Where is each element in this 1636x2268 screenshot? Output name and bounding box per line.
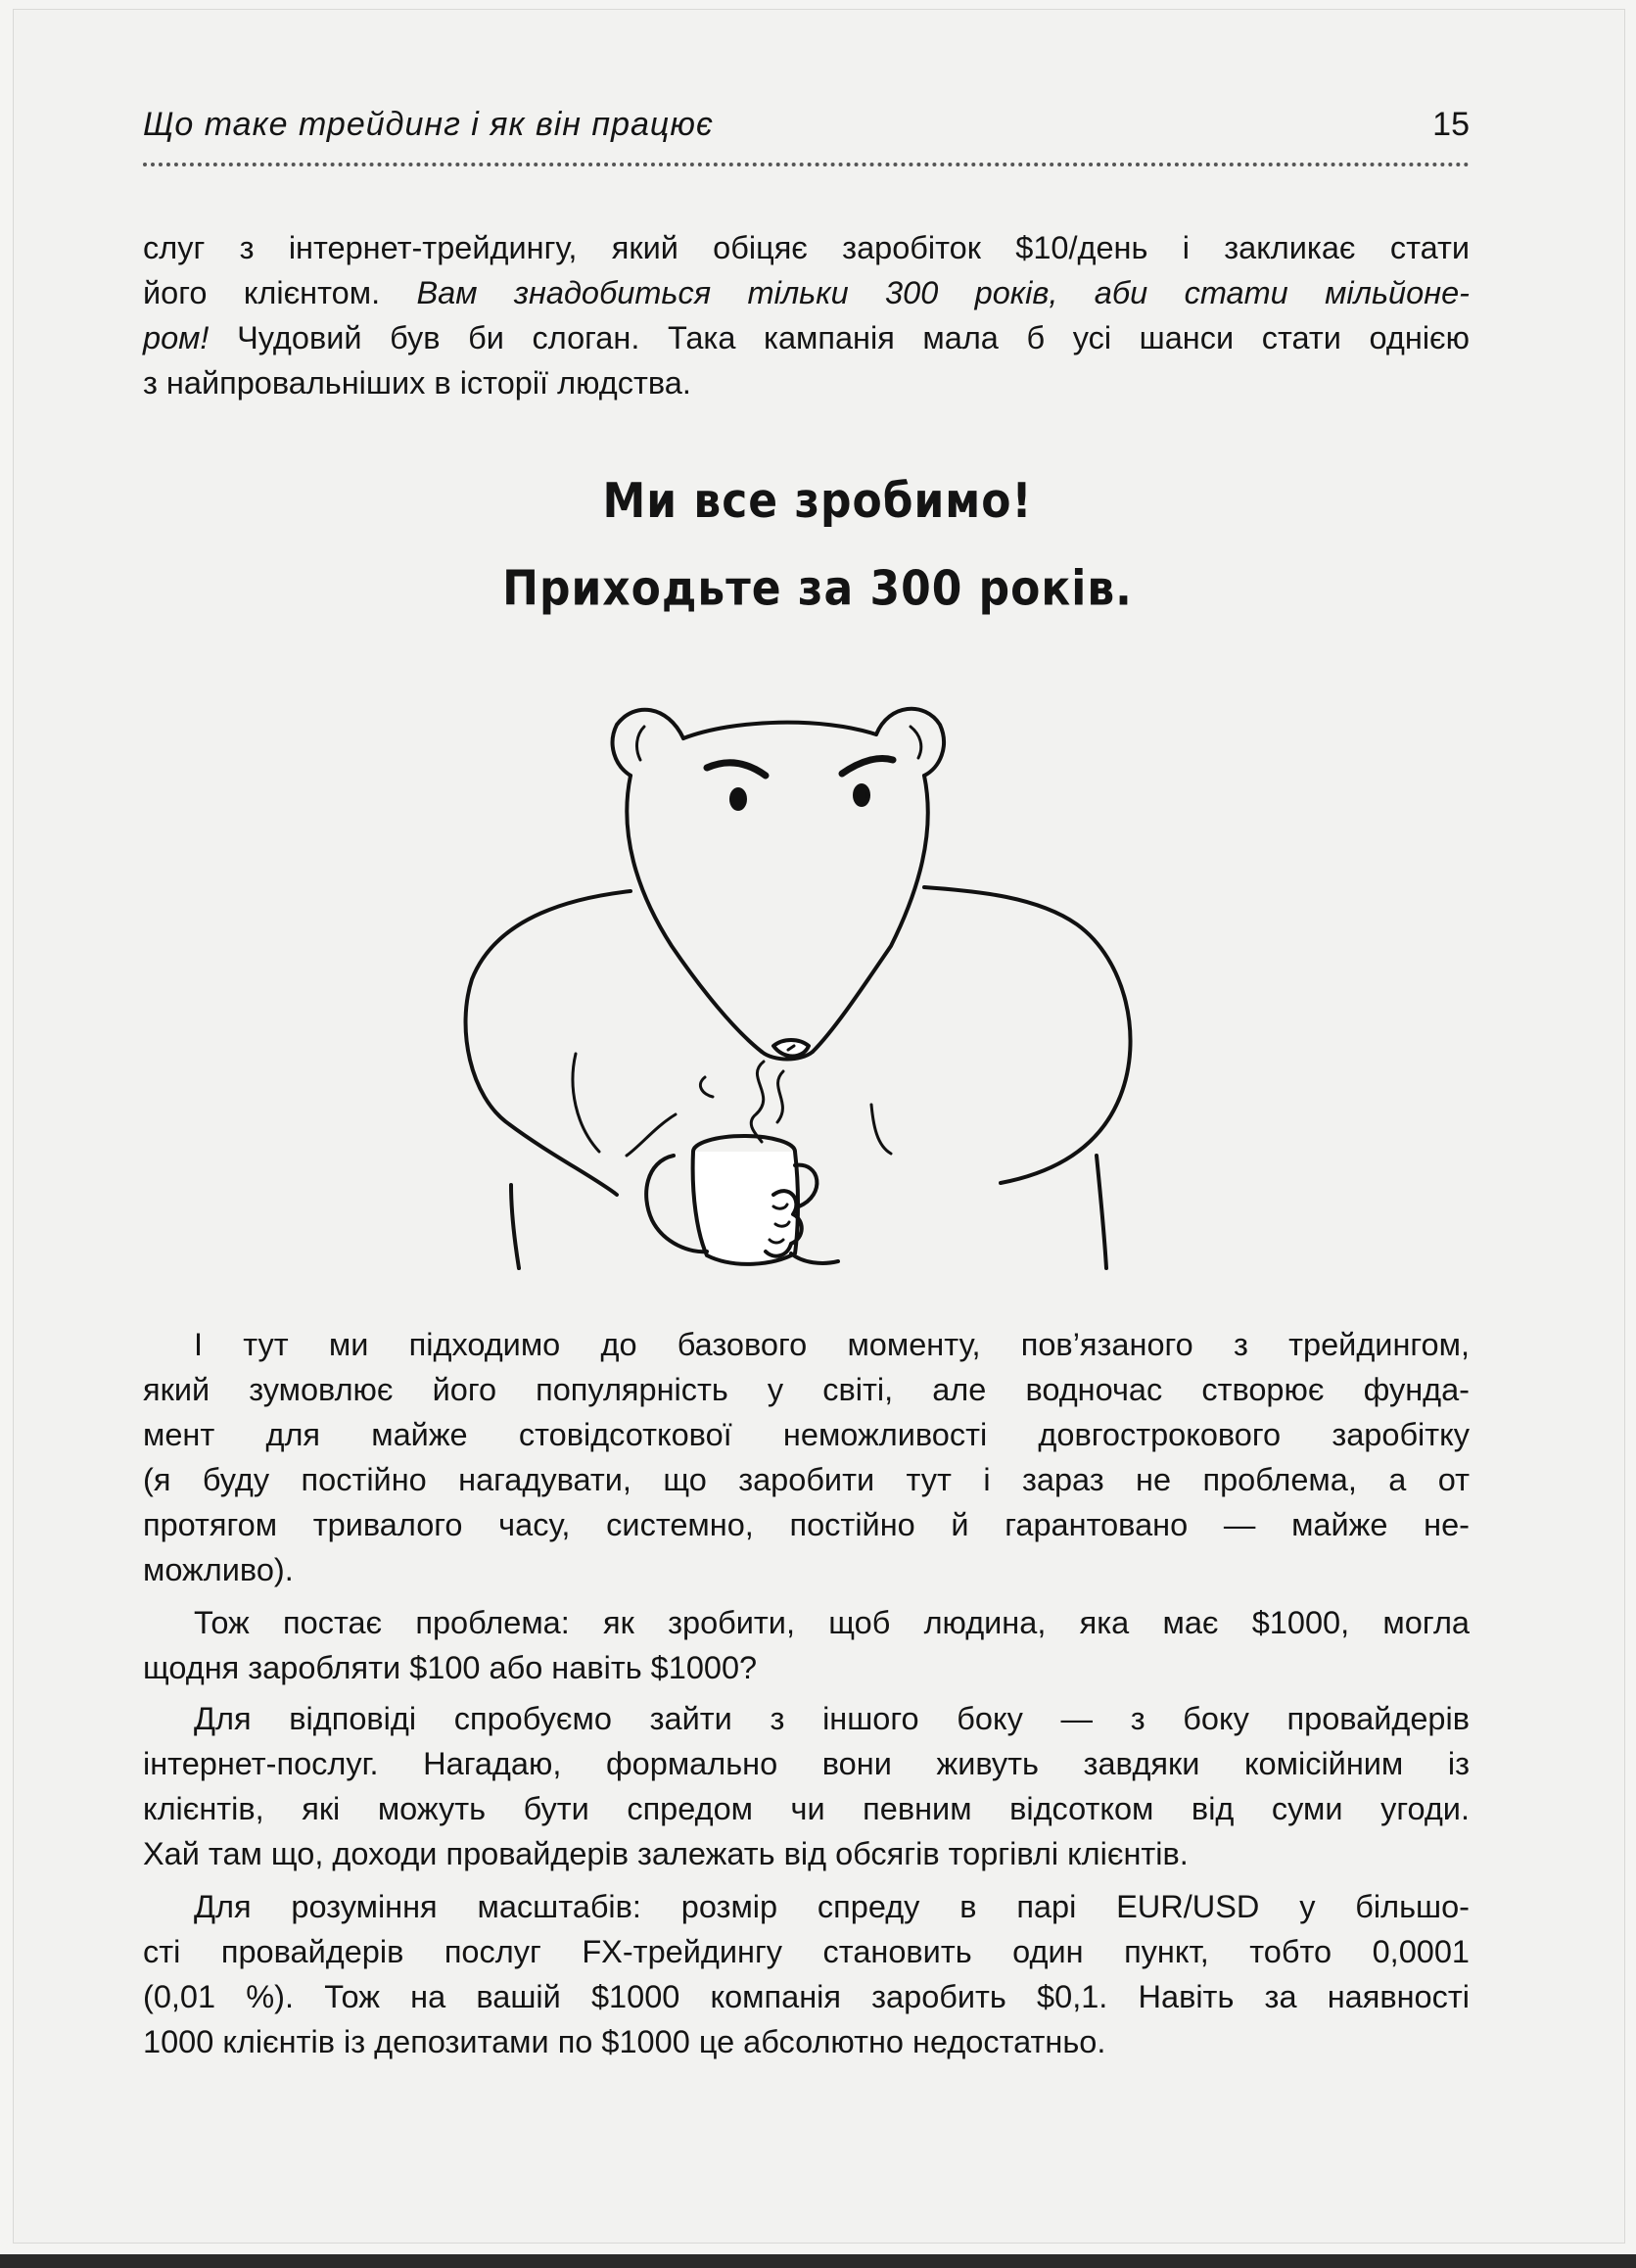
text-run: Чудовий був би слоган. Така кампанія мала б усі шанси стати однією xyxy=(209,320,1470,355)
text-line: слуг з інтернет-трейдингу, який обіцяє заробіток $10/день і закликає стати xyxy=(143,230,1470,265)
text-line: (я буду постійно нагадувати, що заробити тут і зараз не проблема, а от xyxy=(143,1462,1470,1497)
text-line: можливо). xyxy=(143,1552,294,1587)
text-line: Для розуміння масштабів: розмір спреду в парі EUR/USD у більшо- xyxy=(194,1889,1470,1924)
text-line: сті провайдерів послуг FX-трейдингу становить один пункт, тобто 0,0001 xyxy=(143,1934,1470,1969)
header-dotted-rule xyxy=(143,163,1470,166)
text-line xyxy=(143,315,1470,360)
text-line: з найпровальніших в історії людства. xyxy=(143,365,691,401)
body-paragraph xyxy=(143,1696,1470,1876)
text-line: протягом тривалого часу, системно, постійно й гарантовано — майже не- xyxy=(143,1507,1470,1542)
page-edge xyxy=(0,2254,1636,2268)
italic-run: ром! xyxy=(143,320,210,355)
running-header xyxy=(143,106,1470,144)
text-line: Хай там що, доходи провайдерів залежать від обсягів торгівлі клієнтів. xyxy=(143,1836,1189,1871)
text-line: інтернет-послуг. Нагадаю, формально вони живуть завдяки комісійним із xyxy=(143,1746,1470,1781)
text-line: І тут ми підходимо до базового моменту, пов’язаного з трейдингом, xyxy=(194,1327,1470,1362)
text-line: Тож постає проблема: як зробити, щоб людина, яка має $1000, могла xyxy=(194,1605,1470,1640)
text-line: який зумовлює його популярність у світі, але водночас створює фунда- xyxy=(143,1372,1470,1407)
text-line: (0,01 %). Тож на вашій $1000 компанія заробить $0,1. Навіть за наявності xyxy=(143,1979,1470,2014)
italic-run: Вам знадобиться тільки 300 років, аби стати мільйоне- xyxy=(416,275,1470,310)
text-line: щодня заробляти $100 або навіть $1000? xyxy=(143,1650,758,1685)
text-run: його клієнтом. xyxy=(143,275,417,310)
polar-bear-with-coffee-cup-icon xyxy=(450,666,1175,1273)
top-paragraph xyxy=(143,225,1470,405)
text-line: клієнтів, які можуть бути спредом чи певним відсотком від суми угоди. xyxy=(143,1791,1470,1826)
text-line: 1000 клієнтів із депозитами по $1000 це абсолютно недостатньо. xyxy=(143,2024,1106,2059)
text-line: мент для майже стовідсоткової неможливості довгострокового заробітку xyxy=(143,1417,1470,1452)
text-line: Для відповіді спробуємо зайти з іншого боку — з боку провайдерів xyxy=(194,1701,1470,1736)
body-paragraph xyxy=(143,1322,1470,1592)
caption-line: Приходьте за 300 років. xyxy=(502,560,1133,617)
running-title: Що таке трейдинг і як він працює xyxy=(143,106,714,143)
page-number: 15 xyxy=(1432,106,1470,143)
body-paragraph xyxy=(143,1884,1470,2064)
body-paragraph xyxy=(143,1600,1470,1690)
caption-line: Ми все зробимо! xyxy=(602,473,1033,530)
text-line xyxy=(143,270,1470,315)
illustration-caption xyxy=(392,457,1243,633)
